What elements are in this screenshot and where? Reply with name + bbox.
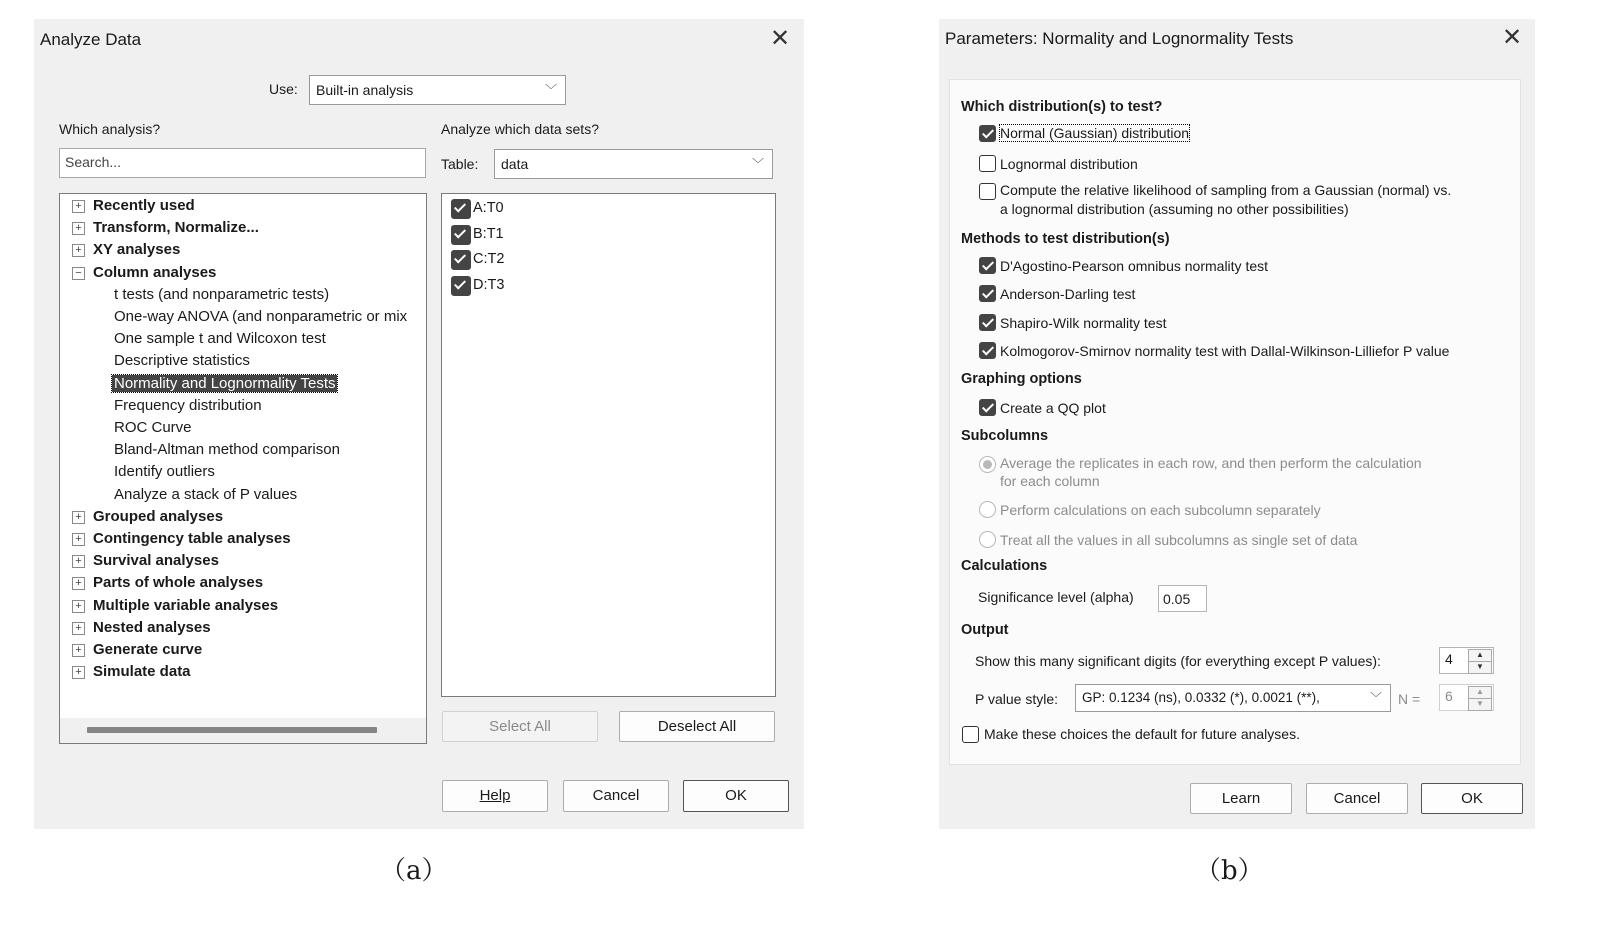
analyze-data-dialog (34, 19, 804, 829)
tree-item[interactable] (114, 486, 297, 503)
average-radio[interactable] (979, 456, 996, 473)
horizontal-scrollbar[interactable] (60, 718, 426, 743)
tree-group[interactable] (72, 219, 259, 236)
scrollbar-thumb[interactable] (87, 727, 377, 733)
digits-label: Show this many significant digits (for everything except P values): (975, 653, 1381, 669)
expander-icon[interactable]: + (72, 666, 85, 679)
spin-down-icon[interactable]: ▼ (1468, 698, 1492, 711)
subcolumns-heading: Subcolumns (961, 428, 1049, 444)
datasets-label: Analyze which data sets? (441, 121, 599, 137)
compare-label-line2: a lognormal distribution (assuming no other possibilities) (1000, 201, 1349, 217)
n-label: N = (1398, 691, 1421, 707)
qq-plot-checkbox[interactable] (979, 399, 996, 416)
alpha-input[interactable] (1158, 585, 1207, 612)
expander-icon[interactable]: + (72, 222, 85, 235)
table-select[interactable] (494, 149, 773, 179)
expander-icon[interactable]: − (72, 267, 85, 280)
tree-group[interactable] (72, 197, 195, 214)
lognormal-label: Lognormal distribution (1000, 156, 1138, 172)
shapiro-label: Shapiro-Wilk normality test (1000, 315, 1167, 331)
caption-a: （a） (380, 856, 448, 886)
tree-group[interactable] (72, 241, 180, 258)
tree-item-label: One sample t and Wilcoxon test (114, 330, 326, 348)
close-icon[interactable]: ✕ (770, 25, 791, 52)
dataset-checkbox[interactable] (451, 276, 471, 296)
tree-item[interactable] (114, 352, 250, 369)
dataset-label: B:T1 (473, 225, 504, 242)
expander-icon[interactable]: + (72, 644, 85, 657)
tree-group-label: Contingency table analyses (93, 530, 291, 547)
dataset-label: C:T2 (473, 251, 505, 268)
chevron-down-icon: ﹀ (544, 83, 557, 97)
tree-item[interactable] (114, 463, 215, 480)
tree-item-label: Bland-Altman method comparison (114, 441, 340, 459)
n-spinner[interactable] (1439, 684, 1494, 711)
tree-group-label: XY analyses (93, 241, 181, 259)
ok-button[interactable]: OK (1421, 783, 1523, 814)
chevron-down-icon: ﹀ (751, 157, 764, 171)
analysis-tree[interactable] (59, 193, 427, 744)
tree-group[interactable] (72, 264, 216, 281)
tree-group[interactable] (72, 663, 191, 680)
tree-group-label: Generate curve (93, 641, 203, 658)
tree-group[interactable] (72, 641, 202, 658)
default-checkbox[interactable] (962, 726, 979, 743)
tree-group[interactable] (72, 597, 278, 614)
tree-group[interactable] (72, 552, 219, 569)
normal-label: Normal (Gaussian) distribution (1000, 125, 1190, 141)
tree-item[interactable] (114, 441, 340, 458)
expander-icon[interactable]: + (72, 555, 85, 568)
dataset-checkbox[interactable] (451, 199, 471, 219)
search-input[interactable] (59, 148, 426, 178)
each-subcolumn-radio[interactable] (979, 501, 996, 518)
tree-item[interactable] (114, 308, 407, 325)
chevron-down-icon: ﹀ (1367, 685, 1382, 711)
lognormal-checkbox[interactable] (979, 155, 996, 172)
dataset-label: A:T0 (473, 200, 504, 216)
tree-item[interactable] (114, 330, 326, 347)
tree-group-label: Nested analyses (93, 618, 211, 636)
tree-item-label: Analyze a stack of P values (114, 485, 298, 503)
dagostino-checkbox[interactable] (979, 257, 996, 274)
which-analysis-label: Which analysis? (59, 121, 161, 137)
expander-icon[interactable]: + (72, 600, 85, 613)
cancel-button[interactable]: Cancel (563, 780, 669, 812)
tree-group-label: Grouped analyses (93, 507, 224, 525)
search-placeholder: Search... (65, 154, 122, 170)
calculations-heading: Calculations (961, 558, 1048, 574)
shapiro-checkbox[interactable] (979, 314, 996, 331)
datasets-list[interactable] (441, 193, 776, 697)
tree-item-label: t tests (and nonparametric tests) (114, 285, 330, 303)
dataset-checkbox[interactable] (451, 225, 471, 245)
dagostino-label: D'Agostino-Pearson omnibus normality test (1000, 258, 1269, 274)
average-label-line2: for each column (1000, 473, 1100, 489)
anderson-checkbox[interactable] (979, 285, 996, 302)
use-select[interactable] (309, 75, 566, 105)
tree-item[interactable] (114, 419, 192, 436)
tree-group-label: Transform, Normalize... (93, 219, 259, 237)
tree-group-label: Survival analyses (93, 552, 219, 570)
dataset-label: D:T3 (473, 277, 505, 294)
tree-item-label: Identify outliers (114, 463, 215, 481)
expander-icon[interactable]: + (72, 577, 85, 590)
digits-spinner[interactable] (1439, 647, 1494, 674)
use-label: Use: (269, 81, 298, 97)
pstyle-select[interactable] (1075, 684, 1391, 712)
expander-icon[interactable]: + (72, 533, 85, 546)
cancel-button[interactable]: Cancel (1306, 783, 1408, 814)
digits-value: 4 (1445, 651, 1453, 667)
kolmogorov-checkbox[interactable] (979, 342, 996, 359)
dist-heading: Which distribution(s) to test? (961, 99, 1163, 115)
tree-group[interactable] (72, 530, 291, 547)
expander-icon[interactable]: + (72, 200, 85, 213)
expander-icon[interactable]: + (72, 622, 85, 635)
expander-icon[interactable]: + (72, 511, 85, 524)
tree-item-label: Descriptive statistics (114, 352, 250, 370)
tree-item[interactable] (114, 397, 262, 414)
caption-b: （b） (1195, 856, 1264, 886)
anderson-label: Anderson-Darling test (1000, 286, 1136, 302)
use-select-value: Built-in analysis (316, 82, 414, 98)
tree-group-label: Multiple variable analyses (93, 596, 279, 614)
compare-label-line1: Compute the relative likelihood of sampling from a Gaussian (normal) vs. (1000, 182, 1452, 198)
select-all-button[interactable]: Select All (442, 711, 598, 742)
average-label-line1: Average the replicates in each row, and then perform the calculation (1000, 455, 1422, 471)
tree-group-label: Simulate data (93, 663, 191, 681)
parameters-dialog (939, 19, 1535, 829)
tree-item-label: Frequency distribution (114, 396, 262, 414)
tree-item[interactable] (114, 286, 329, 303)
graph-heading: Graphing options (961, 371, 1082, 387)
dialog-title: Analyze Data (40, 30, 142, 49)
n-value: 6 (1445, 688, 1453, 704)
tree-item-label: One-way ANOVA (and nonparametric or mix (114, 308, 408, 325)
tree-group[interactable] (72, 574, 263, 591)
ok-button[interactable]: OK (683, 780, 789, 812)
dialog-title: Parameters: Normality and Lognormality Tests (945, 29, 1294, 48)
spin-up-icon[interactable]: ▲ (1468, 686, 1492, 699)
expander-icon[interactable]: + (72, 244, 85, 257)
default-label: Make these choices the default for future analyses. (984, 726, 1300, 742)
all-values-radio[interactable] (979, 531, 996, 548)
compare-checkbox[interactable] (979, 183, 996, 200)
pstyle-value: GP: 0.1234 (ns), 0.0332 (*), 0.0021 (**), (1082, 690, 1320, 705)
tree-group-label: Column analyses (93, 263, 217, 281)
tree-group-label: Parts of whole analyses (93, 574, 264, 592)
normal-checkbox[interactable] (979, 125, 996, 142)
tree-group[interactable] (72, 508, 223, 525)
table-label: Table: (441, 156, 479, 172)
output-heading: Output (961, 622, 1009, 638)
dataset-checkbox[interactable] (451, 250, 471, 270)
tree-item[interactable] (114, 375, 337, 392)
all-values-label: Treat all the values in all subcolumns as single set of data (1000, 532, 1358, 548)
deselect-all-button[interactable]: Deselect All (619, 711, 775, 742)
tree-group[interactable] (72, 619, 211, 636)
tree-item-label: Normality and Lognormality Tests (114, 374, 336, 392)
alpha-value: 0.05 (1163, 591, 1191, 607)
close-icon[interactable]: ✕ (1502, 24, 1523, 51)
spin-up-icon[interactable]: ▲ (1468, 649, 1492, 662)
learn-button[interactable]: Learn (1190, 783, 1292, 814)
help-button[interactable]: Help (442, 780, 548, 812)
kolmogorov-label: Kolmogorov-Smirnov normality test with Dallal-Wilkinson-Lilliefor P value (1000, 343, 1450, 359)
tree-item-label: ROC Curve (114, 419, 192, 436)
qq-plot-label: Create a QQ plot (1000, 400, 1106, 416)
pstyle-label: P value style: (975, 691, 1059, 707)
alpha-label: Significance level (alpha) (978, 589, 1134, 605)
methods-heading: Methods to test distribution(s) (961, 231, 1170, 247)
spin-down-icon[interactable]: ▼ (1468, 661, 1492, 674)
each-subcolumn-label: Perform calculations on each subcolumn separately (1000, 502, 1321, 518)
table-select-value: data (501, 156, 529, 172)
tree-group-label: Recently used (93, 197, 195, 214)
